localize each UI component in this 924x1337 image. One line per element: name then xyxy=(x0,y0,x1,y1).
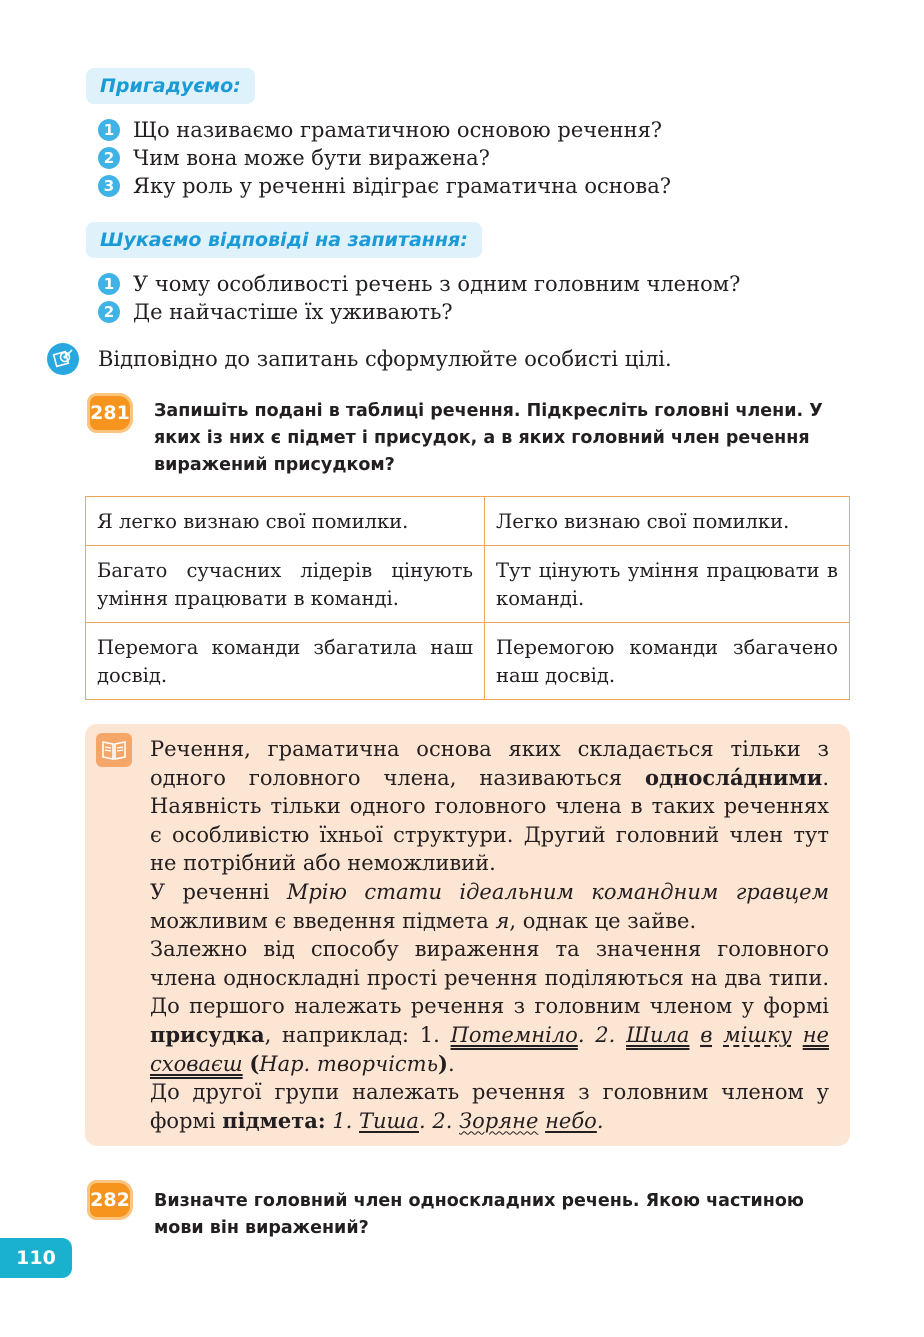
table-row xyxy=(86,546,850,623)
recall-list xyxy=(98,116,671,200)
recall-heading: Пригадуємо: xyxy=(86,68,255,104)
target-goal-icon xyxy=(47,343,79,375)
rule-text-span: , наприклад: xyxy=(264,1022,420,1047)
example-number: 2. xyxy=(432,1108,453,1133)
predicate-word: Шила xyxy=(626,1022,690,1047)
rule-paragraph xyxy=(150,878,829,935)
table-cell: Тут цінують уміння працювати в команді. xyxy=(485,546,850,623)
questions-list xyxy=(98,270,740,326)
rule-text-span: Речення, граматична основа яких складається тільки з одного головного члена, називаються xyxy=(150,737,829,790)
number-badge-icon: 1 xyxy=(98,273,120,295)
questions-heading: Шукаємо відповіді на запитання: xyxy=(86,222,482,258)
example-italic: я xyxy=(495,908,510,933)
goals-text: Відповідно до запитань сформулюйте особисті цілі. xyxy=(98,347,672,371)
page-number: 110 xyxy=(0,1238,72,1278)
subject-word: небо xyxy=(545,1108,597,1133)
example-number: 1. xyxy=(332,1108,353,1133)
table-row xyxy=(86,623,850,700)
object-word: в xyxy=(700,1022,713,1047)
rule-text xyxy=(150,735,829,1135)
sentences-table xyxy=(85,496,850,700)
list-item-text: Чим вона може бути виражена? xyxy=(133,146,490,170)
table-cell: Перемогою команди збагачено наш досвід. xyxy=(485,623,850,700)
list-item-text: Що називаємо граматичною основою речення? xyxy=(133,118,663,142)
list-item xyxy=(98,298,740,326)
rule-text-span: можливим є введення підмета xyxy=(150,908,496,933)
list-item xyxy=(98,116,671,144)
list-item xyxy=(98,270,740,298)
term-bold: присудка xyxy=(150,1021,265,1047)
list-item-text: У чому особливості речень з одним головним членом? xyxy=(133,272,741,296)
table-cell: Я легко визнаю свої помилки. xyxy=(86,497,485,546)
example-italic: Мрію стати ідеальним командним гравцем xyxy=(286,879,829,904)
example-number: 1. xyxy=(419,1022,440,1047)
table-cell: Легко визнаю свої помилки. xyxy=(485,497,850,546)
list-item-text: Яку роль у реченні відіграє граматична основа? xyxy=(133,174,671,198)
attribute-word: Зоряне xyxy=(459,1108,539,1133)
number-badge-icon: 2 xyxy=(98,301,120,323)
rule-text-span: , однак це зайве. xyxy=(509,908,697,933)
rule-text-span: Залежно від способу вираження та значення головного члена односкладні прості речення поділяються на два типи. До першого належать речення з головним членом у формі xyxy=(150,937,829,1019)
term-bold: підмета: xyxy=(222,1107,326,1133)
table-row xyxy=(86,497,850,546)
source-italic: Нар. творчість xyxy=(259,1051,439,1076)
list-item xyxy=(98,172,671,200)
rule-text-span: До другої групи належать речення з головним членом у формі xyxy=(150,1080,829,1133)
list-item-text: Де найчастіше їх уживають? xyxy=(133,300,453,324)
exercise-281-instruction: Запишіть подані в таблиці речення. Підкресліть головні члени. У яких із них є підмет і присудок, а в яких головний член речення виражений присудком? xyxy=(154,401,823,475)
term-bold: однослáдними xyxy=(644,764,823,790)
rule-paragraph: Залежно від способу вираження та значення головного члена односкладні прості речення поділяються на два типи. До першого належать речення з головним членом у формі присудка, наприклад: 1. Потемніло. 2. Шила в мішку не сховаєш (Нар. творчість). xyxy=(150,937,829,1076)
rule-paragraph xyxy=(150,735,829,878)
exercise-282-instruction: Визначте головний член односкладних речень. Якою частиною мови він виражений? xyxy=(154,1191,804,1238)
number-badge-icon: 2 xyxy=(98,147,120,169)
table-cell: Багато сучасних лідерів цінують уміння працювати в команді. xyxy=(86,546,485,623)
number-badge-icon: 3 xyxy=(98,175,120,197)
subject-word: Тиша xyxy=(359,1108,419,1133)
predicate-word: не сховаєш xyxy=(150,1022,829,1076)
object-word: мішку xyxy=(723,1022,792,1047)
number-badge-icon: 1 xyxy=(98,119,120,141)
rule-text-span: . Наявність тільки одного головного члена в таких реченнях є особливістю їхньої структури. Другий головний член тут не потрібний або неможливий. xyxy=(150,765,829,876)
exercise-number-badge: 281 xyxy=(87,393,133,433)
predicate-word: Потемніло xyxy=(450,1022,578,1047)
table-cell: Перемога команди збагатила наш досвід. xyxy=(86,623,485,700)
rule-text-span: У реченні xyxy=(150,879,287,904)
rule-paragraph: До другої групи належать речення з головним членом у формі підмета: 1. Тиша. 2. Зоряне небо. xyxy=(150,1080,829,1133)
example-number: 2. xyxy=(595,1022,616,1047)
book-rule-icon xyxy=(96,733,132,767)
list-item xyxy=(98,144,671,172)
exercise-number-badge: 282 xyxy=(87,1180,133,1220)
